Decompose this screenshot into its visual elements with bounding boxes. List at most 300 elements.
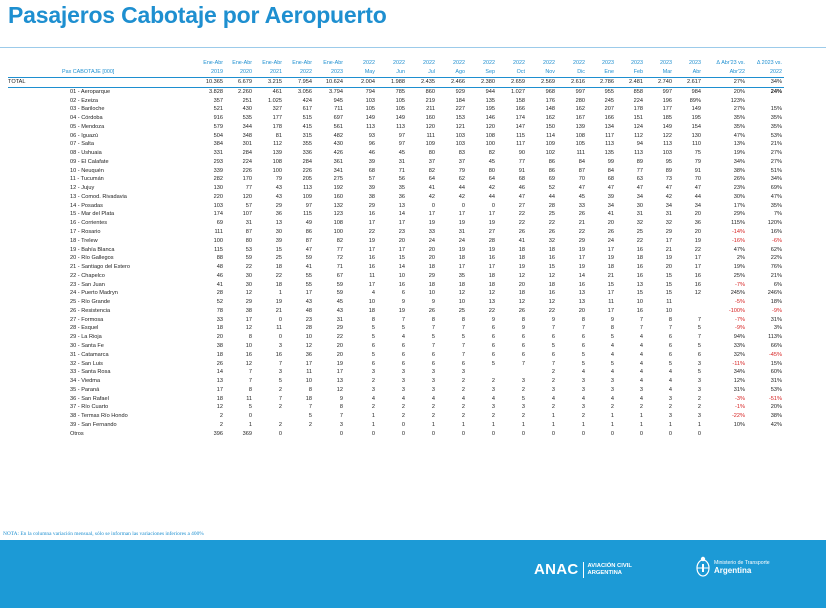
table-cell: 27% bbox=[770, 158, 782, 165]
table-cell: 113 bbox=[366, 123, 375, 130]
table-cell: 42 bbox=[665, 193, 672, 200]
table-cell: 88 bbox=[216, 255, 223, 262]
table-cell bbox=[467, 368, 497, 377]
column-header-label: Pax CABOTAJE [000] bbox=[8, 68, 194, 78]
table-cell: 196 bbox=[662, 97, 672, 104]
table-cell: 24 bbox=[458, 237, 465, 244]
table-cell: 69 bbox=[216, 220, 223, 227]
table-row bbox=[8, 421, 784, 430]
table-cell: 17 bbox=[305, 290, 312, 297]
table-cell: 39 bbox=[368, 185, 375, 192]
table-cell: 3 bbox=[581, 386, 585, 393]
table-cell: 3 bbox=[581, 378, 585, 385]
table-cell: 55 bbox=[305, 272, 312, 279]
table-cell: 245% bbox=[730, 290, 745, 297]
table-cell: 18 bbox=[458, 255, 465, 262]
table-cell: 68 bbox=[518, 176, 525, 183]
table-row bbox=[8, 263, 784, 272]
table-cell: 0 bbox=[521, 430, 525, 437]
table-cell: 6 bbox=[401, 351, 405, 358]
table-cell: 0 bbox=[581, 430, 585, 437]
table-cell: 331 bbox=[213, 150, 223, 157]
table-cell: 6 bbox=[491, 334, 495, 341]
table-cell: 7 bbox=[248, 369, 252, 376]
table-cell: 16% bbox=[770, 229, 782, 236]
table-cell: 7 bbox=[639, 316, 643, 323]
table-cell: 34 bbox=[636, 193, 643, 200]
table-cell: 27 bbox=[488, 229, 495, 236]
table-cell: 110 bbox=[692, 141, 701, 148]
table-row bbox=[8, 351, 784, 360]
table-cell: 38 bbox=[216, 342, 223, 349]
table-cell: 6 bbox=[431, 351, 435, 358]
table-cell: 21 bbox=[275, 307, 282, 314]
table-cell: 195 bbox=[691, 115, 701, 122]
table-cell: 4 bbox=[581, 369, 585, 376]
table-cell: 29 bbox=[665, 229, 672, 236]
table-cell: 44 bbox=[488, 193, 495, 200]
table-cell: 29 bbox=[578, 237, 585, 244]
table-cell: 2 bbox=[639, 404, 643, 411]
table-cell: -9% bbox=[772, 307, 782, 314]
table-cell: 185 bbox=[662, 115, 672, 122]
table-cell: 6 bbox=[551, 351, 555, 358]
airport-name: 16 - Corrientes bbox=[70, 220, 107, 227]
table-cell: 28 bbox=[488, 237, 495, 244]
table-row bbox=[8, 307, 784, 316]
table-cell: 167 bbox=[575, 115, 585, 122]
table-cell: 697 bbox=[333, 115, 343, 122]
table-cell: 561 bbox=[333, 123, 343, 130]
table-cell: 5 bbox=[461, 334, 465, 341]
table-cell: 14 bbox=[398, 264, 405, 271]
table-cell: 16 bbox=[548, 290, 555, 297]
table-cell: 4 bbox=[461, 395, 465, 402]
table-cell: 17 bbox=[368, 220, 375, 227]
table-cell: 4 bbox=[639, 395, 643, 402]
table-cell: 10 bbox=[245, 342, 252, 349]
table-cell: 8 bbox=[248, 386, 252, 393]
table-cell: 26 bbox=[428, 307, 435, 314]
table-cell: 35% bbox=[733, 123, 745, 130]
table-cell: 37 bbox=[458, 158, 465, 165]
table-cell: 166 bbox=[515, 106, 525, 113]
table-cell: 123 bbox=[333, 211, 343, 218]
table-cell: 43 bbox=[336, 307, 343, 314]
table-cell: 62% bbox=[770, 246, 782, 253]
table-cell: 48 bbox=[216, 264, 223, 271]
table-cell: 22 bbox=[636, 237, 643, 244]
table-cell: 94% bbox=[733, 334, 745, 341]
table-cell: 0 bbox=[551, 430, 555, 437]
table-cell: 6 bbox=[521, 351, 525, 358]
table-cell: -6% bbox=[772, 237, 782, 244]
anac-subtitle bbox=[588, 563, 632, 576]
table-cell: 3.056 bbox=[298, 88, 312, 95]
table-cell: 3 bbox=[461, 369, 465, 376]
table-cell: 6 bbox=[668, 334, 672, 341]
table-cell: 17 bbox=[488, 264, 495, 271]
table-cell: 35% bbox=[770, 115, 782, 122]
table-cell: 327 bbox=[272, 106, 282, 113]
table-cell: 60% bbox=[770, 369, 782, 376]
table-cell: 2 bbox=[278, 386, 282, 393]
table-cell: 9 bbox=[339, 395, 343, 402]
table-cell: 46 bbox=[518, 185, 525, 192]
table-cell: 17 bbox=[694, 255, 701, 262]
table-cell: 2 bbox=[278, 421, 282, 428]
table-cell: 12 bbox=[305, 342, 312, 349]
column-header-top: Ene-Abr bbox=[232, 60, 252, 66]
table-cell: 59 bbox=[336, 281, 343, 288]
airport-name: 17 - Rosario bbox=[70, 229, 101, 236]
table-cell: 45 bbox=[398, 150, 405, 157]
table-cell: 11 bbox=[246, 395, 252, 402]
table-cell: 113 bbox=[303, 185, 312, 192]
table-cell: -45% bbox=[768, 351, 782, 358]
table-cell: 79 bbox=[275, 176, 282, 183]
column-header-top: Ene-Abr bbox=[203, 60, 223, 66]
table-cell: 53 bbox=[245, 246, 252, 253]
table-cell: 1 bbox=[551, 413, 555, 420]
ministry-brand bbox=[695, 556, 770, 578]
table-cell: 105 bbox=[395, 97, 405, 104]
table-cell: 1 bbox=[697, 421, 701, 428]
table-cell: 20 bbox=[665, 264, 672, 271]
table-cell: 2.481 bbox=[616, 78, 645, 88]
table-cell: 4 bbox=[401, 334, 405, 341]
table-cell: 10 bbox=[305, 378, 312, 385]
table-cell: 18 bbox=[305, 395, 312, 402]
table-cell: 107 bbox=[242, 211, 252, 218]
table-cell: 617 bbox=[302, 106, 312, 113]
table-cell: 17 bbox=[488, 211, 495, 218]
table-cell: 2 bbox=[521, 413, 525, 420]
table-cell: 4 bbox=[668, 369, 672, 376]
table-cell: 124 bbox=[633, 123, 643, 130]
column-header-bottom: Ene bbox=[587, 68, 616, 78]
airport-name: 12 - Jujuy bbox=[70, 185, 95, 192]
table-cell: 64 bbox=[428, 176, 435, 183]
table-cell: 211 bbox=[426, 106, 435, 113]
table-cell: 84 bbox=[578, 158, 585, 165]
table-cell: 3 bbox=[521, 404, 525, 411]
table-cell: 14 bbox=[578, 272, 585, 279]
table-cell: 23% bbox=[733, 185, 745, 192]
table-cell: 4 bbox=[639, 378, 643, 385]
table-cell: 19 bbox=[578, 264, 585, 271]
table-cell: 12 bbox=[488, 290, 495, 297]
table-cell: 19 bbox=[398, 307, 405, 314]
table-cell: 10 bbox=[368, 299, 375, 306]
column-header-top: 2022 bbox=[513, 60, 525, 66]
table-cell: 22 bbox=[518, 211, 525, 218]
table-cell: 72 bbox=[336, 255, 343, 262]
table-cell: 23 bbox=[305, 316, 312, 323]
table-cell: 1 bbox=[278, 290, 282, 297]
table-cell: 35% bbox=[770, 123, 782, 130]
table-cell: 80 bbox=[245, 237, 252, 244]
table-cell: 6 bbox=[491, 342, 495, 349]
table-cell: 86 bbox=[548, 167, 555, 174]
table-cell: 87 bbox=[578, 167, 585, 174]
table-cell: 219 bbox=[425, 97, 435, 104]
airport-name: 25 - Río Grande bbox=[70, 299, 111, 306]
table-cell: 1.027 bbox=[511, 88, 525, 95]
table-cell: 6 bbox=[521, 342, 525, 349]
table-cell: 22 bbox=[548, 220, 555, 227]
table-cell: 0 bbox=[278, 334, 282, 341]
table-cell: 62 bbox=[458, 176, 465, 183]
table-cell: 5 bbox=[248, 404, 252, 411]
table-cell: 149 bbox=[395, 115, 405, 122]
table-cell: 3 bbox=[431, 386, 435, 393]
table-cell: 2.740 bbox=[645, 78, 674, 88]
table-cell: 17 bbox=[336, 369, 343, 376]
column-header-top: Δ Abr'23 vs. bbox=[716, 60, 745, 66]
table-cell: 69 bbox=[548, 176, 555, 183]
table-cell: 49 bbox=[305, 220, 312, 227]
airport-name: 27 - Formosa bbox=[70, 316, 104, 323]
table-cell: 16 bbox=[368, 211, 375, 218]
table-cell: 68 bbox=[368, 167, 375, 174]
table-cell: 15% bbox=[770, 360, 782, 367]
table-cell: 47 bbox=[694, 185, 701, 192]
table-cell: 1 bbox=[581, 421, 585, 428]
table-cell: 22 bbox=[518, 220, 525, 227]
table-cell: 336 bbox=[302, 150, 312, 157]
table-cell: 5 bbox=[697, 325, 701, 332]
table-cell: 17 bbox=[458, 264, 465, 271]
table-cell: 64 bbox=[488, 176, 495, 183]
table-cell: 12 bbox=[245, 360, 252, 367]
table-cell: 93 bbox=[368, 132, 375, 139]
airport-name: 01 - Aeroparque bbox=[70, 88, 111, 95]
table-cell: 7 bbox=[581, 325, 585, 332]
table-cell: 45 bbox=[336, 299, 343, 306]
table-cell: 120 bbox=[485, 123, 495, 130]
table-cell: 6 bbox=[461, 360, 465, 367]
table-cell: 3 bbox=[668, 395, 672, 402]
table-cell: 0 bbox=[491, 430, 495, 437]
table-cell: 7 bbox=[461, 342, 465, 349]
table-row bbox=[8, 237, 784, 246]
table-cell: 32% bbox=[733, 351, 745, 358]
airport-name: 35 - Paraná bbox=[70, 386, 100, 393]
table-row bbox=[8, 281, 784, 290]
table-row bbox=[8, 360, 784, 369]
table-cell: 31 bbox=[665, 211, 672, 218]
table-cell: 396 bbox=[213, 430, 223, 437]
table-cell: 151 bbox=[633, 115, 643, 122]
table-cell: 3 bbox=[431, 369, 435, 376]
column-header-top: 2023 bbox=[660, 60, 672, 66]
airport-name: 38 - Termas Río Hondo bbox=[70, 413, 128, 420]
table-cell: -7% bbox=[735, 316, 745, 323]
table-cell: -14% bbox=[731, 229, 745, 236]
table-cell: 5 bbox=[668, 360, 672, 367]
column-header-bottom: Abr'22 bbox=[703, 68, 747, 78]
table-cell: 31 bbox=[336, 316, 343, 323]
table-cell: 108 bbox=[485, 132, 495, 139]
table-cell: 14 bbox=[216, 369, 223, 376]
table-cell: 17 bbox=[607, 246, 614, 253]
table-cell: 162 bbox=[545, 115, 555, 122]
table-cell: 19 bbox=[428, 220, 435, 227]
table-cell: 16 bbox=[636, 272, 643, 279]
table-cell: 102 bbox=[545, 150, 555, 157]
table-cell: 12 bbox=[245, 325, 252, 332]
table-cell: 34% bbox=[770, 176, 782, 183]
table-cell: 77 bbox=[245, 185, 252, 192]
table-cell: 47 bbox=[578, 185, 585, 192]
table-cell: 15 bbox=[548, 264, 555, 271]
table-cell: 5 bbox=[491, 360, 495, 367]
airport-name: 11 - Tucumán bbox=[70, 176, 104, 183]
table-cell: 63 bbox=[636, 176, 643, 183]
table-cell: 5 bbox=[610, 360, 614, 367]
table-cell: 1 bbox=[639, 421, 643, 428]
table-cell: 17 bbox=[458, 211, 465, 218]
table-cell: 17 bbox=[578, 255, 585, 262]
table-cell: 35% bbox=[770, 202, 782, 209]
table-cell: 4 bbox=[610, 395, 614, 402]
table-cell: 13 bbox=[488, 299, 495, 306]
table-cell: 59 bbox=[245, 255, 252, 262]
table-cell: 17 bbox=[694, 264, 701, 271]
table-cell bbox=[254, 412, 284, 421]
column-header-top: Ene-Abr bbox=[292, 60, 312, 66]
table-cell: 224 bbox=[633, 97, 643, 104]
table-cell: 461 bbox=[272, 88, 282, 95]
airport-name: Otros bbox=[70, 430, 84, 437]
table-row bbox=[8, 430, 784, 439]
table-cell: 41 bbox=[607, 211, 614, 218]
table-cell: 20 bbox=[216, 334, 223, 341]
table-cell: 521 bbox=[213, 106, 223, 113]
table-cell: 34% bbox=[733, 369, 745, 376]
table-row bbox=[8, 246, 784, 255]
table-cell: 1 bbox=[639, 413, 643, 420]
table-cell: 36 bbox=[398, 193, 405, 200]
table-cell: 19% bbox=[733, 150, 745, 157]
column-header-bottom: Mar bbox=[645, 68, 674, 78]
table-cell: 11 bbox=[369, 272, 375, 279]
table-cell: 162 bbox=[575, 106, 585, 113]
table-cell: 2 bbox=[431, 413, 435, 420]
table-row bbox=[8, 97, 784, 106]
table-cell: 33 bbox=[428, 229, 435, 236]
table-cell: 12 bbox=[548, 299, 555, 306]
table-cell: 2 bbox=[308, 421, 312, 428]
table-cell: 177 bbox=[272, 115, 282, 122]
table-cell: 148 bbox=[545, 106, 555, 113]
table-cell: 115 bbox=[214, 246, 223, 253]
table-cell: 3 bbox=[491, 404, 495, 411]
table-row bbox=[8, 105, 784, 114]
table-cell: 7 bbox=[431, 342, 435, 349]
table-cell: 6% bbox=[773, 281, 782, 288]
table-cell: 8 bbox=[461, 316, 465, 323]
table-cell: 5 bbox=[697, 369, 701, 376]
table-cell: 113 bbox=[396, 123, 405, 130]
table-cell: 95 bbox=[665, 158, 672, 165]
table-cell: 166 bbox=[604, 115, 614, 122]
table-cell: 9 bbox=[491, 316, 495, 323]
column-header-top: 2022 bbox=[453, 60, 465, 66]
column-header-bottom: Nov bbox=[527, 68, 557, 78]
table-cell: 121 bbox=[455, 123, 465, 130]
table-row bbox=[8, 333, 784, 342]
table-cell: 71 bbox=[336, 264, 343, 271]
table-cell: 1 bbox=[371, 413, 375, 420]
table-cell: 47 bbox=[636, 185, 643, 192]
table-cell: 0 bbox=[431, 202, 435, 209]
table-cell: 176 bbox=[545, 97, 555, 104]
table-cell: -1% bbox=[735, 404, 745, 411]
table-cell: 858 bbox=[633, 88, 643, 95]
table-cell: 17 bbox=[398, 220, 405, 227]
airport-name: 22 - Chapelco bbox=[70, 272, 105, 279]
table-cell: 2 bbox=[581, 413, 585, 420]
table-row bbox=[8, 386, 784, 395]
table-cell: 25% bbox=[733, 272, 745, 279]
table-cell: -5% bbox=[735, 299, 745, 306]
table-cell: 174 bbox=[213, 211, 223, 218]
table-cell: 43 bbox=[305, 299, 312, 306]
table-cell: 6.679 bbox=[225, 78, 254, 88]
table-cell: 77 bbox=[636, 167, 643, 174]
table-cell: 30 bbox=[245, 272, 252, 279]
table-cell bbox=[747, 430, 784, 439]
table-cell: 13 bbox=[636, 281, 643, 288]
table-cell: 2.659 bbox=[497, 78, 527, 88]
table-cell: 205 bbox=[302, 176, 312, 183]
table-cell: 149 bbox=[365, 115, 375, 122]
table-cell: 955 bbox=[604, 88, 614, 95]
table-cell: 21 bbox=[578, 220, 585, 227]
table-cell bbox=[497, 368, 527, 377]
table-cell: 20 bbox=[336, 342, 343, 349]
airport-name: 32 - San Luis bbox=[70, 360, 103, 367]
table-cell: 30 bbox=[245, 281, 252, 288]
table-cell: 3 bbox=[401, 369, 405, 376]
footnote: NOTA: En la columna variación mensual, sólo se informan las variaciones inferiores a 400% bbox=[3, 531, 204, 537]
table-cell: 44 bbox=[548, 193, 555, 200]
table-cell: 11 bbox=[666, 299, 672, 306]
table-cell: 22 bbox=[548, 307, 555, 314]
table-cell: 6 bbox=[551, 334, 555, 341]
table-cell: 178 bbox=[633, 106, 643, 113]
table-cell: 3 bbox=[697, 378, 701, 385]
column-header-bottom: Abr bbox=[674, 68, 703, 78]
table-cell: 482 bbox=[333, 132, 343, 139]
table-cell: 2.786 bbox=[587, 78, 616, 88]
table-cell: 369 bbox=[242, 430, 252, 437]
table-cell: 1 bbox=[521, 421, 525, 428]
table-cell: 39 bbox=[607, 193, 614, 200]
column-header-bottom: 2020 bbox=[225, 68, 254, 78]
table-cell: 5 bbox=[581, 351, 585, 358]
table-cell: 18 bbox=[548, 246, 555, 253]
table-cell: 73 bbox=[665, 176, 672, 183]
table-cell: -16% bbox=[731, 237, 745, 244]
table-cell: 3 bbox=[339, 421, 343, 428]
table-cell: 35 bbox=[398, 185, 405, 192]
table-cell: 18 bbox=[275, 264, 282, 271]
table-cell: 6 bbox=[491, 351, 495, 358]
table-cell: 0 bbox=[248, 413, 252, 420]
